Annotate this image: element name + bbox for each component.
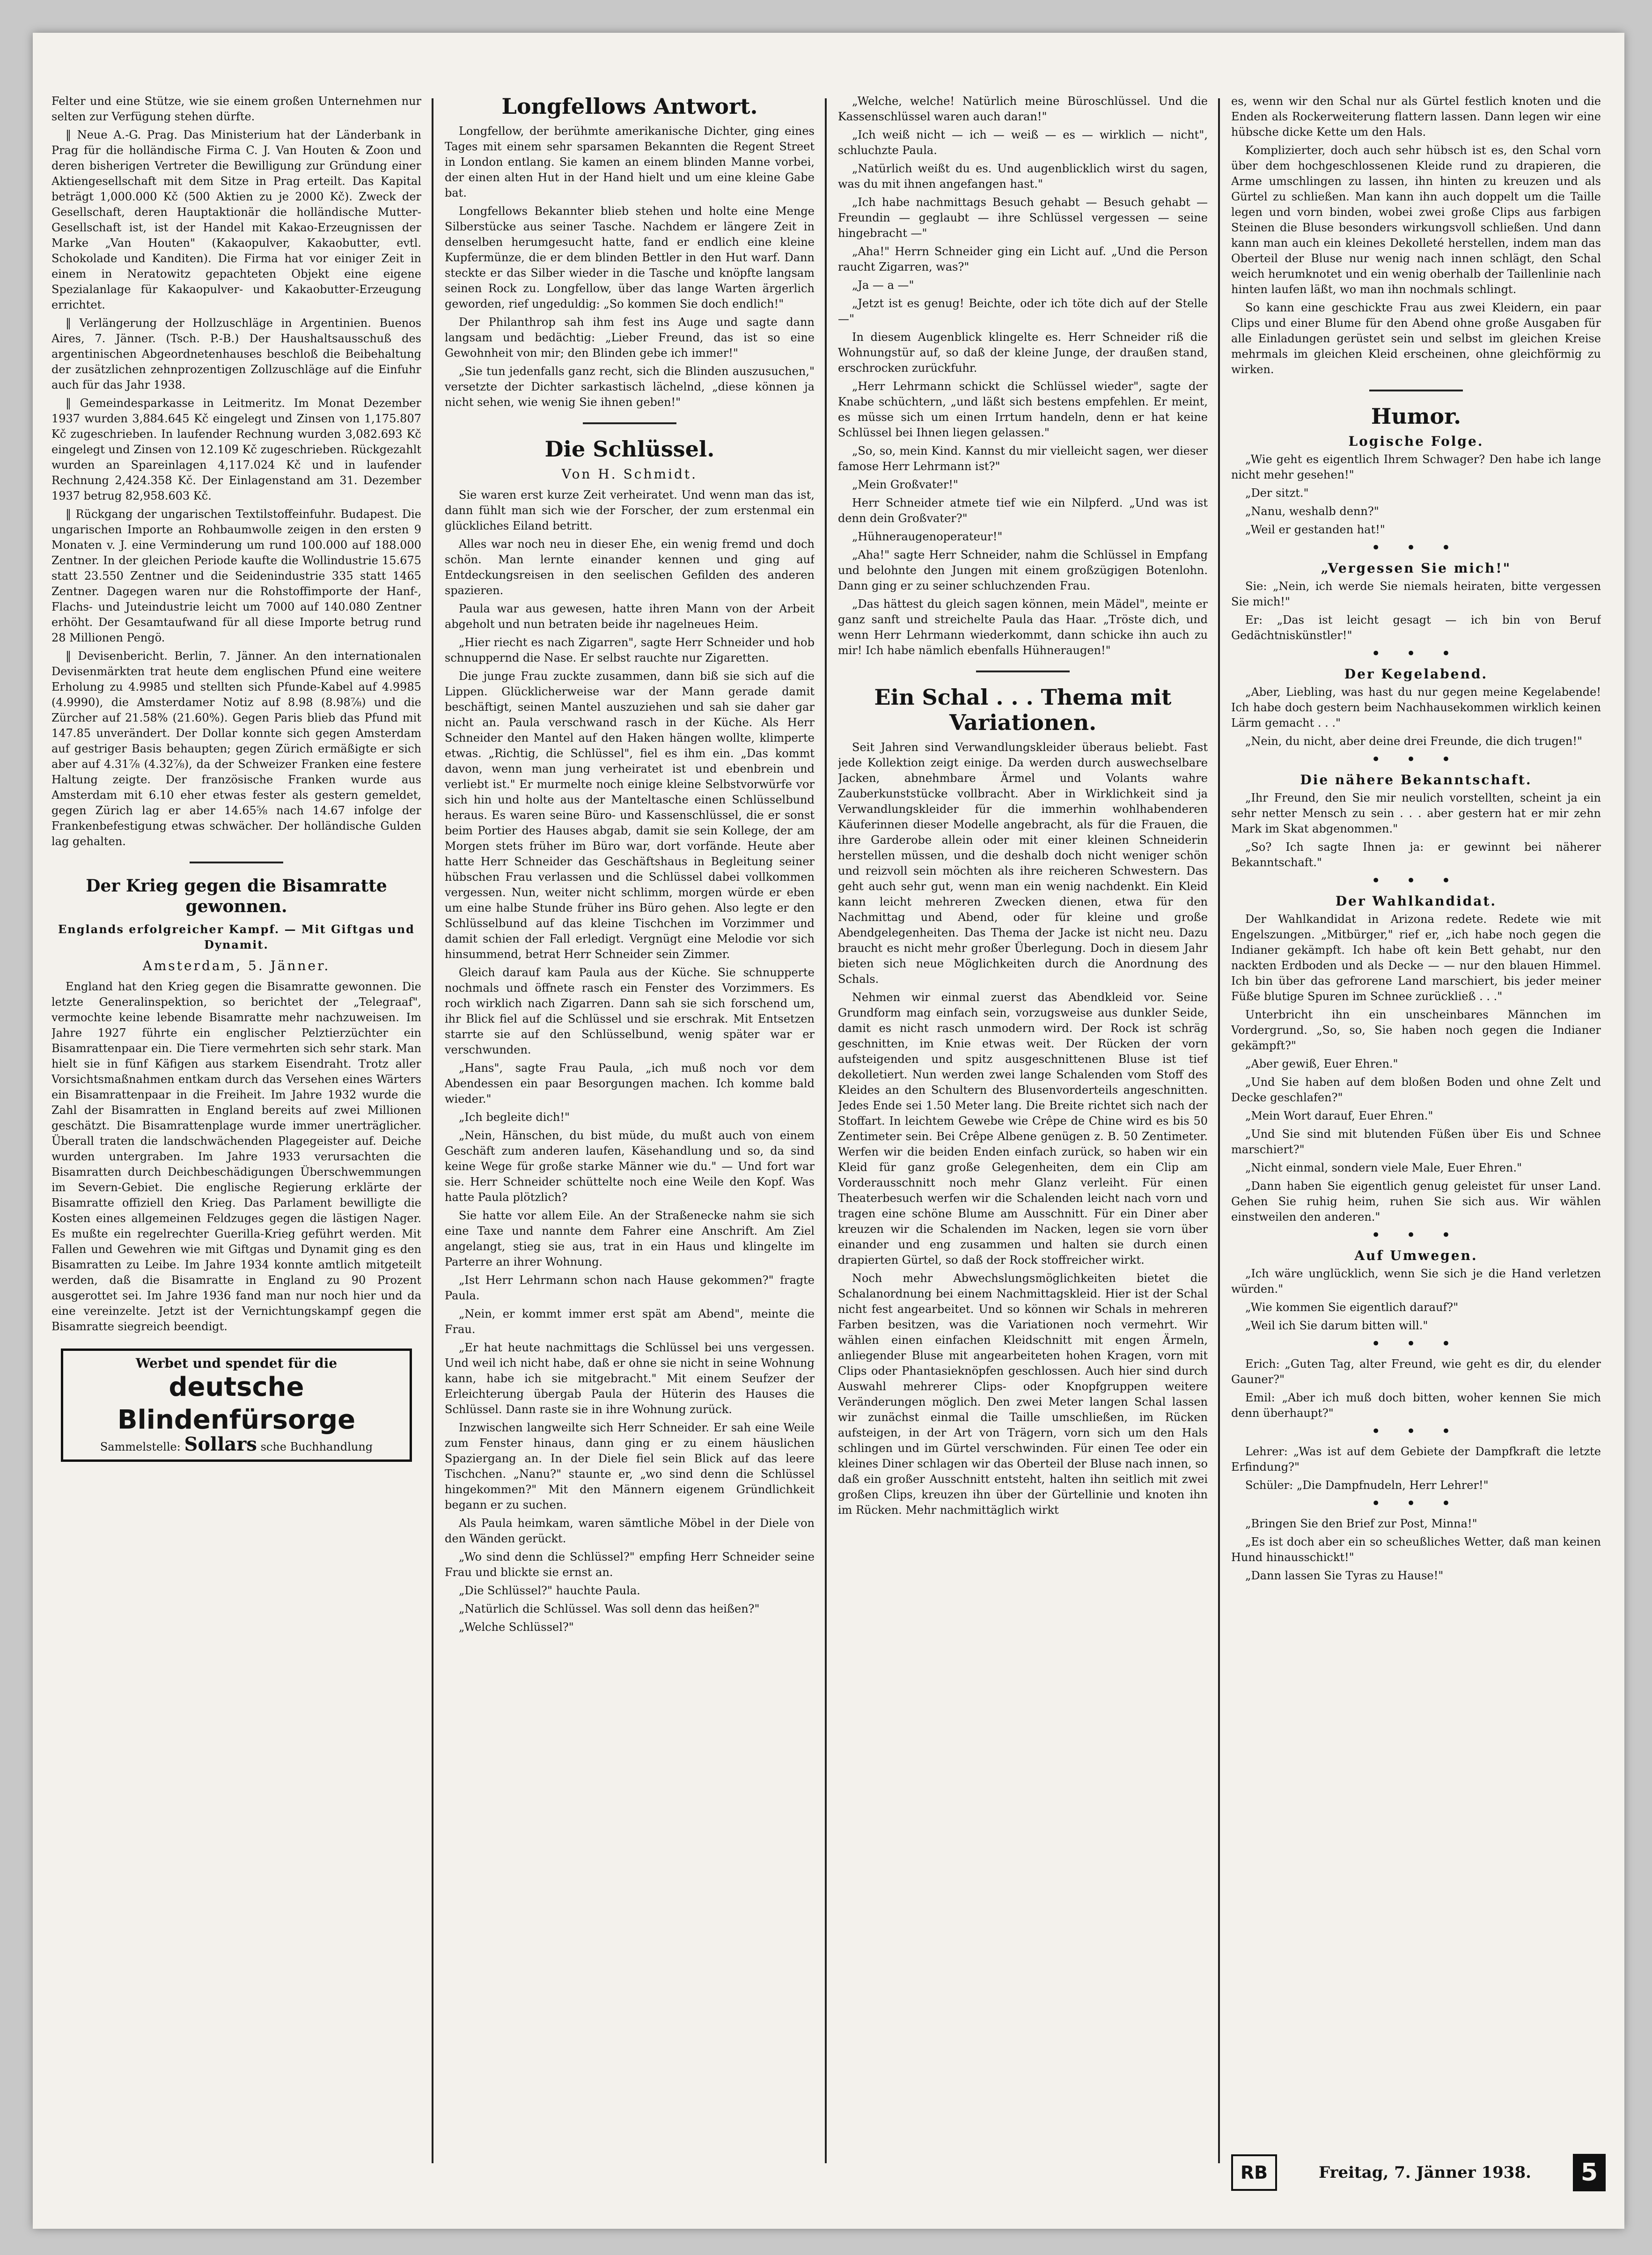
- column-1: [51, 94, 421, 2163]
- article-text: „Ich habe nachmittags Besuch gehabt — Besuch gehabt — Freundin — geglaubt — ihre Schlüssel vergessen — seine hingebracht —": [838, 196, 1208, 240]
- article-text: Nehmen wir einmal zuerst das Abendkleid vor. Seine Grundform mag einfach sein, vorzugsweise aus dunkler Seide, damit es nicht rasch unmodern wird. Der Rock ist schräg geschnitten, im Knie etwas weit. Der Rücken der vorn aufsteigenden und spitz ausgeschnittenen Bluse ist tief dekolletiert. Nun werden zwei lange Schalenden vom Stoff des Kleides an den Schultern des Blusenvorderteils angeschnitten. Jedes Ende sei 1.50 Meter lang. Die Breite richtet sich nach der Stoffart. In leichtem Gewebe wie Crêpe de Chine wird es bis 50 Zentimeter sein. Bei Crêpe Albene genügen z. B. 50 Zentimeter. Werfen wir die beiden Enden einfach zurück, so haben wir ein Kleid für ganz große Gelegenheiten, dem ein Clip am Vorderausschnitt noch mehr Glanz verleiht. Für einen Theaterbesuch werfen wir die Schalenden leicht nach vorn und tragen eine schöne Blume am Ausschnitt. Für ein Diner aber kreuzen wir die Schalenden im Nacken, legen sie vorn über einander und eng zusammen und halten sie durch einen drapierten Gürtel, so daß der Rock stoffreicher wirkt.: [838, 991, 1208, 1267]
- article-text: „Natürlich weißt du es. Und augenblicklich wirst du sagen, was du mit ihnen angefangen hast.": [838, 162, 1208, 191]
- news-item-textile: ‖ Rückgang der ungarischen Textilstoffeinfuhr. Budapest. Die ungarischen Importe an Rohbaumwolle zeigen in den ersten 9 Monaten v. J. eine Verminderung um rund 100.000 auf 188.000 Zentner. In der gleichen Periode kaufte die Wollindustrie 15.675 statt 23.550 Zentner und die Seidenindustrie 335 statt 1465 Zentner. Dagegen waren nur die Rohstoffimporte der Hanf-, Flachs- und Juteindustrie leicht um 7000 auf 140.080 Zentner erhöht. Der Gesamtaufwand für all diese Importe betrug rund 28 Millionen Pengö.: [51, 508, 421, 644]
- joke-text: Unterbricht ihn ein unscheinbares Männchen im Vordergrund. „So, so, Sie haben noch gegen die Indianer gekämpft?": [1231, 1008, 1601, 1052]
- article-text: „Ja — a —": [852, 279, 914, 292]
- article-text: „Jetzt ist es genug! Beichte, oder ich töte dich auf der Stelle —": [838, 297, 1208, 325]
- joke-title: Der Wahlkandidat.: [1335, 893, 1497, 909]
- separator-dots: • • •: [1371, 750, 1461, 769]
- joke-title: Die nähere Bekanntschaft.: [1300, 772, 1532, 788]
- joke-text: „Ihr Freund, den Sie mir neulich vorstellten, scheint ja ein sehr netter Mensch zu sein . . . aber gestern hat er mir zehn Mark im Skat abgenommen.": [1231, 791, 1601, 835]
- article-text: „Mein Großvater!": [852, 478, 958, 491]
- article-text: In diesem Augenblick klingelte es. Herr Schneider riß die Wohnungstür auf, so daß der kleine Junge, der draußen stand, erschrocken zurückfuhr.: [838, 331, 1208, 375]
- joke-text: „So? Ich sagte Ihnen ja: er gewinnt bei näherer Bekanntschaft.": [1231, 840, 1601, 869]
- ad-label: sche Buchhandlung: [260, 1440, 373, 1453]
- separator-dots: • • •: [1371, 871, 1461, 890]
- publisher-logo: RB: [1231, 2154, 1277, 2191]
- joke-text: „Nein, du nicht, aber deine drei Freunde, die dich trugen!": [1245, 735, 1583, 748]
- article-text: „Hier riecht es nach Zigarren", sagte Herr Schneider und hob schnuppernd die Nase. Er selbst rauchte nur Zigaretten.: [445, 636, 815, 664]
- joke-text: „Bringen Sie den Brief zur Post, Minna!": [1245, 1517, 1477, 1530]
- article-headline: Die Schlüssel.: [544, 436, 715, 462]
- joke-text: „Dann haben Sie eigentlich genug geleistet für unser Land. Gehen Sie ruhig heim, ruhen Sie sich aus. Wir wählen einstweilen den anderen.": [1231, 1179, 1601, 1223]
- ad-title: deutsche Blindenfürsorge: [117, 1372, 356, 1435]
- separator-dots: • • •: [1371, 1422, 1461, 1441]
- article-text: Inzwischen langweilte sich Herr Schneider. Er sah eine Weile zum Fenster hinaus, dann ging er zu einem häuslichen Spaziergang an. In der Diele fiel sein Blick auf das leere Tischchen. „Nanu?" staunte er, „wo sind denn die Schlüssel hingekommen?" Mit den Männern eigenem Gründlichkeit begann er zu suchen.: [445, 1421, 815, 1511]
- ad-line: [70, 1433, 403, 1455]
- divider: [583, 422, 676, 424]
- article-text: Paula war aus gewesen, hatte ihren Mann von der Arbeit abgeholt und nun betraten beide ihr nagelneues Heim.: [445, 602, 815, 631]
- article-text: Alles war noch neu in dieser Ehe, ein wenig fremd und doch schön. Man lernte einander kennen und ging auf Entdeckungsreisen in den seelischen Gefilden des anderen spazieren.: [445, 538, 815, 597]
- column-divider: [432, 98, 433, 2163]
- article-text: „Die Schlüssel?" hauchte Paula.: [459, 1584, 640, 1597]
- article-text: „Ich begleite dich!": [459, 1111, 570, 1124]
- article-text: „Welche, welche! Natürlich meine Büroschlüssel. Und die Kassenschlüssel waren auch daran!": [838, 95, 1208, 123]
- joke-title: „Vergessen Sie mich!": [1321, 560, 1512, 576]
- issue-date: Freitag, 7. Jänner 1938.: [1319, 2163, 1531, 2182]
- article-text: Komplizierter, doch auch sehr hübsch ist es, den Schal vorn über dem hochgeschlossenen Kleide rund zu drapieren, die Arme umschlingen zu lassen, ihn hinten zu kreuzen und als Gürtel zu schließen. Man kann ihn auch doppelt um die Taille legen und vorn binden, wobei zwei große Clips aus farbigen Steinen die Bluse besonders wirkungsvoll schließen. Und dann kann man auch ein kleines Dekolleté herstellen, indem man das Oberteil der Bluse nur wenig nach innen schlägt, den Schal weich herumknotet und ein wenig oberhalb der Taillenlinie nach hinten laufen läßt, wo man ihn nochmals schlingt.: [1231, 144, 1601, 296]
- joke-text: „Der sitzt.": [1245, 486, 1309, 500]
- article-headline: Der Krieg gegen die Bisamratte gewonnen.: [86, 876, 387, 916]
- joke-text: „Nanu, weshalb denn?": [1245, 505, 1379, 518]
- joke-text: „Aber, Liebling, was hast du nur gegen meine Kegelabende! Ich habe doch gestern beim Nachhausekommen wirklich keinen Lärm gemacht . . .": [1231, 685, 1601, 730]
- divider: [1369, 390, 1463, 391]
- joke-text: „Ich wäre unglücklich, wenn Sie sich je die Hand verletzen würden.": [1231, 1267, 1601, 1296]
- article-text: „Natürlich die Schlüssel. Was soll denn das heißen?": [459, 1602, 760, 1615]
- ad-brand: Sollars: [184, 1433, 257, 1455]
- joke-text: Schüler: „Die Dampfnudeln, Herr Lehrer!": [1245, 1479, 1489, 1492]
- separator-dots: • • •: [1371, 644, 1461, 663]
- joke-text: Der Wahlkandidat in Arizona redete. Redete wie mit Engelszungen. „Mitbürger," rief er, „ich habe noch gegen die Indianer gekämpft. Ich habe oft kein Bett gehabt, nur den nackten Erdboden und als Decke — — nur den blauen Himmel. Ich bin über das gefrorene Land marschiert, bis jeder meiner Füße blutige Spuren im Schnee zurückließ . . .": [1231, 913, 1601, 1003]
- article-text: „Aha!" sagte Herr Schneider, nahm die Schlüssel in Empfang und belohnte den Jungen mit einem großzügigen Botenlohn. Dann ging er zu seiner schluchzenden Frau.: [838, 548, 1208, 592]
- dateline: Amsterdam, 5. Jänner.: [142, 958, 330, 973]
- joke-text: „Mein Wort darauf, Euer Ehren.": [1245, 1109, 1433, 1122]
- joke-text: „Wie geht es eigentlich Ihrem Schwager? Den habe ich lange nicht mehr gesehen!": [1231, 453, 1601, 481]
- news-item-sparkasse: ‖ Gemeindesparkasse in Leitmeritz. Im Monat Dezember 1937 wurden 3,884.645 Kč eingelegt und Zinsen von 1,175.807 Kč zugeschrieben. In laufender Rechnung wurden 3,082.693 Kč eingelegt und Zinsen von 12.109 Kč zugeschrieben. Rückgezahlt wurden an Spareinlagen 4,117.024 Kč und in laufender Rechnung 2,424.358 Kč. Der Einlagenstand am 31. Dezember 1937 betrug 82,958.603 Kč.: [51, 397, 421, 502]
- article-text: „So, so, mein Kind. Kannst du mir vielleicht sagen, wer dieser famose Herr Lehrmann ist?": [838, 444, 1208, 473]
- separator-dots: • • •: [1371, 1334, 1461, 1353]
- news-item-van-houten: ‖ Neue A.-G. Prag. Das Ministerium hat der Länderbank in Prag für die holländische Firma C. J. Van Houten & Zoon und deren bisherigen Vertreter die Bewilligung zur Gründung einer Aktiengesellschaft mit dem Sitze in Prag erteilt. Das Kapital beträgt 1,000.000 Kč (500 Aktien zu je 2000 Kč). Zweck der Gesellschaft, deren Hauptaktionär die holländische Mutter-Gesellschaft ist, ist der Handel mit Kakao-Erzeugnissen der Marke „Van Houten" (Kakaopulver, Kakaobutter, evtl. Schokolade und Kanditen). Die Firma hat vor einiger Zeit in einem in Neratowitz gepachteten Objekt eine eigene Spezialanlage für Kakaopulver- und Kakaobutter-Erzeugung errichtet.: [51, 128, 421, 311]
- article-text: Longfellows Bekannter blieb stehen und holte eine Menge Silberstücke aus seiner Tasche. Nachdem er längere Zeit in denselben herumgesucht hatte, fand er endlich eine kleine Kupfermünze, die er dem blinden Bettler in den Hut warf. Dann steckte er das Silber wieder in die Tasche und knöpfte langsam seinen Rock zu. Longfellow, über das lange Warten ärgerlich geworden, rief ungeduldig: „So kommen Sie doch endlich!": [445, 205, 815, 310]
- news-item-argentina: ‖ Verlängerung der Hollzuschläge in Argentinien. Buenos Aires, 7. Jänner. (Tsch. P.-B.) Der Haushaltsausschuß des argentinischen Abgeordnetenhauses beschloß die Beibehaltung der zusätzlichen zehnprozentigen Zollzuschläge auf die Einfuhr auch für das Jahr 1938.: [51, 317, 421, 391]
- news-item-devisen: ‖ Devisenbericht. Berlin, 7. Jänner. An den internationalen Devisenmärkten trat heute dem englischen Pfund eine weitere Erholung zu 4.9985 und stellten sich Pfunde-Kabel auf 4.9985 (4.9990), die Amsterdamer Notiz auf 8.98 (8.98⅞) und die Zürcher auf 21.58% (21.60%). Gegen Paris blieb das Pfund mit 147.85 unverändert. Der Dollar konnte sich gegen Amsterdam auf gestriger Basis behaupten; gegen Zürich ermäßigte er sich aber auf 4.31⅞ (4.32⅞), da der Schweizer Franken eine festere Haltung zeigte. Der französische Franken wurde aus Amsterdam mit 6.10 eher etwas fester als gestern gemeldet, gegen Zürich lag er aber 14.65⅝ nach 14.67 infolge der Frankenbefestigung etwas schwächer. Der holländische Gulden lag gehalten.: [51, 649, 421, 848]
- article-text: Sie waren erst kurze Zeit verheiratet. Und wenn man das ist, dann fühlt man sich wie der Forscher, der zum erstenmal ein glückliches Eiland betritt.: [445, 488, 815, 532]
- divider: [190, 862, 283, 863]
- column-2: [445, 94, 815, 2163]
- article-headline: Ein Schal . . . Thema mit Variationen.: [874, 685, 1172, 735]
- article-text: es, wenn wir den Schal nur als Gürtel festlich knoten und die Enden als Rockerweiterung flattern lassen. Dann legen wir eine hübsche dicke Kette um den Hals.: [1231, 95, 1601, 139]
- joke-text: „Dann lassen Sie Tyras zu Hause!": [1245, 1569, 1444, 1582]
- article-headline: Longfellows Antwort.: [501, 94, 758, 119]
- ad-line: Werbet und spendet für die: [135, 1356, 338, 1371]
- article-text: Felter und eine Stütze, wie sie einem großen Unternehmen nur selten zur Verfügung stehen dürfte.: [51, 95, 421, 123]
- column-4: [1231, 94, 1601, 2163]
- article-text: „Herr Lehrmann schickt die Schlüssel wieder", sagte der Knabe schüchtern, „und läßt sich bestens empfehlen. Er meint, es müsse sich um einen Irrtum handeln, denn er hat keine Schlüssel bei Ihnen liegen gelassen.": [838, 380, 1208, 439]
- joke-text: „Aber gewiß, Euer Ehren.": [1245, 1057, 1398, 1070]
- article-text: „Nein, Hänschen, du bist müde, du mußt auch von einem Geschäft zum anderen laufen, Käsehandlung und so, da sind keine Wege für große starke Männer wie du." — Und fort war sie. Herr Schneider schüttelte noch eine Weile den Kopf. Was hatte Paula plötzlich?: [445, 1129, 815, 1204]
- article-text: „Er hat heute nachmittags die Schlüssel bei uns vergessen. Und weil ich nicht habe, daß er ohne sie nicht in seine Wohnung kann, habe ich sie mitgebracht." Mit einem Seufzer der Erleichterung übergab Paula der Hüterin des Hauses die Schlüssel. Dann raste sie in ihre Wohnung zurück.: [445, 1341, 815, 1416]
- article-text: Sie hatte vor allem Eile. An der Straßenecke nahm sie sich eine Taxe und nannte dem Fahrer eine Anschrift. Am Ziel angelangt, stieg sie aus, trat in ein Haus und klingelte im Parterre an ihrer Wohnung.: [445, 1209, 815, 1268]
- joke-text: Er: „Das ist leicht gesagt — ich bin von Beruf Gedächtniskünstler!": [1231, 613, 1601, 642]
- separator-dots: • • •: [1371, 538, 1461, 557]
- section-headline: Humor.: [1371, 404, 1461, 429]
- joke-text: Lehrer: „Was ist auf dem Gebiete der Dampfkraft die letzte Erfindung?": [1231, 1445, 1601, 1474]
- joke-text: „Es ist doch aber ein so scheußliches Wetter, daß man keinen Hund hinausschickt!": [1231, 1535, 1601, 1564]
- article-text: England hat den Krieg gegen die Bisamratte gewonnen. Die letzte Generalinspektion, so berichtet der „Telegraaf", vermochte keine lebende Bisamratte mehr nachzuweisen. Im Jahre 1927 führte ein englischer Pelztierzüchter ein Bisamrattenpaar ein. Die Tiere vermehrten sich sehr stark. Man hielt sie in fünf Käfigen aus starkem Eisendraht. Trotz aller Vorsichtsmaßnahmen entkam durch das Versehen eines Wärters ein Bisamrattenpaar in die Freiheit. Im Jahre 1932 wurde die Zahl der Bisamratten in England bereits auf zwei Millionen geschätzt. Die Bisamrattenplage wurde immer unerträglicher. Überall traten die landschwächenden Plagegeister auf. Deiche wurden untergraben. Im Jahre 1933 verursachten die Bisamratten durch Deichbeschädigungen Überschwemmungen im Severn-Gebiet. Die englische Regierung erklärte der Bisamratte offiziell den Krieg. Das Parlament bewilligte die Kosten eines allgemeinen Feldzuges gegen die lästigen Nager. Es mußte ein regelrechter Guerilla-Krieg geführt werden. Mit Fallen und Gewehren wie mit Giftgas und Dynamit ging es den Bisamratten zu Leibe. Im Jahre 1934 konnte amtlich mitgeteilt werden, daß die Bisamratte in England zu 90 Prozent ausgerottet sei. Im Jahre 1936 fand man nur noch hier und da eine vereinzelte. Jetzt ist der Vernichtungskampf gegen die Bisamratte siegreich beendigt.: [51, 980, 421, 1333]
- article-text: „Welche Schlüssel?": [459, 1621, 574, 1634]
- article-text: „Aha!" Herrn Schneider ging ein Licht auf. „Und die Person raucht Zigarren, was?": [838, 245, 1208, 273]
- article-text: „Sie tun jedenfalls ganz recht, sich die Blinden auszusuchen," versetzte der Dichter sarkastisch lächelnd, „diese können ja nicht sehen, wie wenig Sie ihnen geben!": [445, 365, 815, 409]
- article-text: „Nein, er kommt immer erst spät am Abend", meinte die Frau.: [445, 1307, 815, 1336]
- newspaper-page: [33, 33, 1624, 2229]
- joke-text: „Nicht einmal, sondern viele Male, Euer Ehren.": [1245, 1161, 1522, 1174]
- joke-text: „Und Sie haben auf dem bloßen Boden und ohne Zelt und Decke geschlafen?": [1231, 1076, 1601, 1104]
- advertisement: [61, 1349, 412, 1462]
- article-text: Longfellow, der berühmte amerikanische Dichter, ging eines Tages mit einem sehr sparsamen Bekannten die Regent Street in London entlang. Sie kamen an einem blinden Manne vorbei, der einen alten Hut in der Hand hielt und um eine kleine Gabe bat.: [445, 125, 815, 199]
- article-text: „Hühneraugenoperateur!": [852, 530, 1003, 543]
- column-divider: [1218, 98, 1220, 2163]
- separator-dots: • • •: [1371, 1226, 1461, 1245]
- page-footer: [1231, 2154, 1606, 2191]
- article-text: Als Paula heimkam, waren sämtliche Möbel in der Diele von den Wänden gerückt.: [445, 1517, 815, 1545]
- joke-text: „Weil ich Sie darum bitten will.": [1245, 1319, 1428, 1332]
- article-subheadline: Englands erfolgreicher Kampf. — Mit Giftgas und Dynamit.: [58, 922, 415, 951]
- joke-title: Logische Folge.: [1348, 434, 1484, 449]
- joke-title: Der Kegelabend.: [1344, 666, 1488, 682]
- joke-text: „Wie kommen Sie eigentlich darauf?": [1245, 1301, 1459, 1314]
- joke-title: Auf Umwegen.: [1354, 1248, 1478, 1263]
- article-text: Noch mehr Abwechslungsmöglichkeiten bietet die Schalanordnung bei einem Nachmittagskleid. Hier ist der Schal nicht fest angearbeitet. Und so können wir Schals in mehreren Farben besitzen, was die Variationen noch vermehrt. Wir wählen einen einfachen Kleidschnitt mit engen Ärmeln, anliegender Bluse mit angearbeiteten hohen Kragen, vorn mit Clips oder Phantasieknöpfen geschlossen. Auch hier sind durch Auswahl mehrerer Clips- oder Knopfgruppen weitere Veränderungen möglich. Den zwei Meter langen Schal lassen wir zunächst einmal die Taille umschließen, im Rücken aufsteigen, in der Art von Trägern, vorn sich um den Hals schlingen und im Gürtel verschwinden. Für einen Tee oder ein kleines Diner schlagen wir das Oberteil der Bluse nach innen, so daß ein großer Ausschnitt entsteht, halten ihn seitlich mit zwei großen Clips, kreuzen ihn über der Gürtellinie und knoten ihn im Rücken. Mehr nachmittäglich wirkt: [838, 1272, 1208, 1517]
- joke-text: Sie: „Nein, ich werde Sie niemals heiraten, bitte vergessen Sie mich!": [1231, 580, 1601, 608]
- article-text: „Ich weiß nicht — ich — weiß — es — wirklich — nicht", schluchzte Paula.: [838, 128, 1208, 157]
- article-text: „Ist Herr Lehrmann schon nach Hause gekommen?" fragte Paula.: [445, 1274, 815, 1302]
- joke-text: „Weil er gestanden hat!": [1245, 523, 1385, 536]
- article-text: „Wo sind denn die Schlüssel?" empfing Herr Schneider seine Frau und blickte sie ernst an.: [445, 1550, 815, 1579]
- separator-dots: • • •: [1371, 1494, 1461, 1513]
- article-text: „Das hättest du gleich sagen können, mein Mädel", meinte er ganz sanft und streichelte Paula das Haar. „Tröste dich, und wenn Herr Lehrmann wiederkommt, dann schicke ihn auch zu mir! Ich habe nämlich ebenfalls Hühneraugen!": [838, 597, 1208, 657]
- joke-text: „Und Sie sind mit blutenden Füßen über Eis und Schnee marschiert?": [1231, 1128, 1601, 1156]
- article-text: Gleich darauf kam Paula aus der Küche. Sie schnupperte nochmals und öffnete rasch ein Fenster des Vorzimmers. Es roch wirklich nach Zigarren. Dann sah sie sich forschend um, ihr Blick fiel auf die Schlüssel und sie erschrak. Mit Entsetzen starrte sie auf den Schlüsselbund, wenig später war er verschwunden.: [445, 966, 815, 1056]
- ad-label: Sammelstelle:: [100, 1440, 181, 1453]
- byline: Von H. Schmidt.: [561, 466, 698, 482]
- column-3: [838, 94, 1208, 2163]
- article-text: Herr Schneider atmete tief wie ein Nilpferd. „Und was ist denn dein Großvater?": [838, 496, 1208, 525]
- joke-text: Erich: „Guten Tag, alter Freund, wie geht es dir, du elender Gauner?": [1231, 1357, 1601, 1386]
- column-divider: [825, 98, 827, 2163]
- article-text: „Hans", sagte Frau Paula, „ich muß noch vor dem Abendessen ein paar Besorgungen machen. Ich komme bald wieder.": [445, 1061, 815, 1105]
- article-text: Der Philanthrop sah ihm fest ins Auge und sagte dann langsam und bedächtig: „Lieber Freund, das ist so eine Gewohnheit von mir; den Blinden gebe ich immer!": [445, 316, 815, 360]
- joke-text: Emil: „Aber ich muß doch bitten, woher kennen Sie mich denn überhaupt?": [1231, 1391, 1601, 1420]
- article-text: Seit Jahren sind Verwandlungskleider überaus beliebt. Fast jede Kollektion zeigt einige. Da werden durch auswechselbare Jacken, abnehmbare Ärmel und Volants wahre Zauberkunststücke vollbracht. Aber in Wirklichkeit sind ja Verwandlungskleider für die immerhin wohlhabenderen Käuferinnen dieser Modelle angebracht, als für die Frauen, die ihre Garderobe allein oder mit einer kleinen Schneiderin herstellen müssen, und die deshalb doch nicht weniger schön und reizvoll sein möchten als ihre reicheren Schwestern. Das geht auch sehr gut, wenn man ein wenig nachdenkt. Ein Kleid kann leicht mehreren Zwecken dienen, etwa für den Nachmittag und Abend, oder für kleine und große Abendgelegenheiten. Das Thema der Jacke ist nicht neu. Dazu braucht es nicht mehr großer Überlegung. Doch in diesem Jahr bieten sich neue Möglichkeiten durch die Anordnung des Schals.: [838, 741, 1208, 986]
- divider: [976, 671, 1070, 672]
- article-text: Die junge Frau zuckte zusammen, dann biß sie sich auf die Lippen. Glücklicherweise war der Mann gerade damit beschäftigt, seinen Mantel auszuziehen und sah sie daher gar nicht an. Paula verschwand rasch in der Küche. Als Herr Schneider den Mantel auf den Haken hängen wollte, klimperte etwas. „Richtig, die Schlüssel", fiel es ihm ein. „Das kommt davon, wenn man jung verheiratet ist und ebenbrein und verliebt ist." Er murmelte noch einige kleine Selbstvorwürfe vor sich hin und holte aus der Manteltasche einen Schlüsselbund heraus. Es waren seine Büro- und Kassenschlüssel, die er sonst beim Portier des Hauses abgab, damit sie sein Kollege, der am Morgen stets früher im Büro war, dort vorfände. Heute aber hatte Herr Schneider das Geschäftshaus in Begleitung seiner hübschen Frau verlassen und die Schlüssel dabei vollkommen vergessen. Nun, weiter nicht schlimm, morgen würde er eben um eine halbe Stunde früher ins Büro gehen. Also legte er den Schlüsselbund auf das kleine Tischchen im Vorzimmer und damit schien der Fall erledigt. Vergnügt eine Melodie vor sich hinsummend, betrat Herr Schneider sein Zimmer.: [445, 670, 815, 961]
- page-number: 5: [1573, 2154, 1606, 2191]
- article-text: So kann eine geschickte Frau aus zwei Kleidern, ein paar Clips und einer Blume für den Abend ohne große Ausgaben für alle Einladungen gerüstet sein und selbst im gleichen Kreise mehrmals im gleichen Kleid erscheinen, ohne gleichförmig zu wirken.: [1231, 301, 1601, 376]
